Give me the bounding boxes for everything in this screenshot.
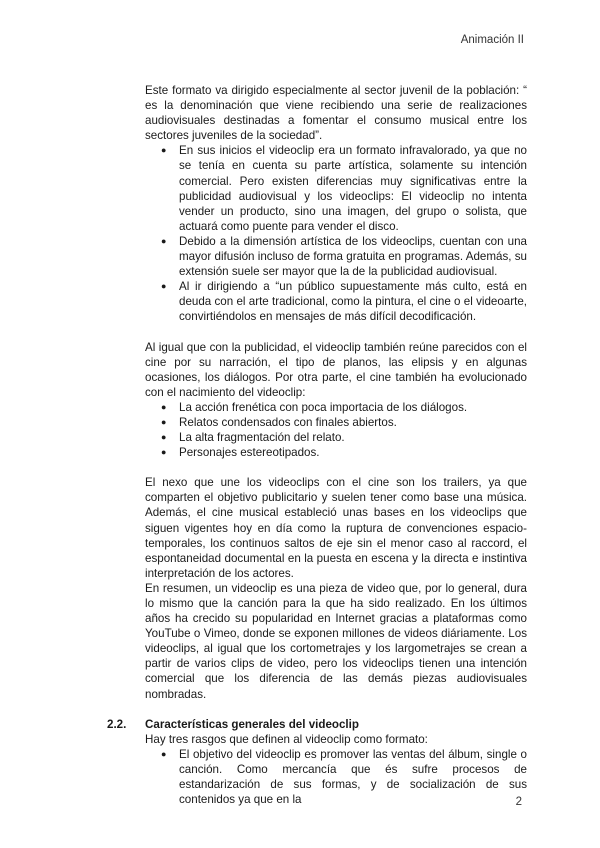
document-body xyxy=(107,83,527,807)
cinema-bullet-list xyxy=(145,400,527,460)
page-number: 2 xyxy=(515,796,522,808)
intro-bullet-list xyxy=(145,143,527,324)
section-bullet-list xyxy=(145,747,527,807)
trailers-paragraph: El nexo que une los videoclips con el cine son los trailers, ya que comparten el objetivo publicitario y suelen tener como base una música. Además, el cine musical estableció unas bases en los videoclips que siguen vigentes hoy en día como la ruptura de convenciones espacio-temporales, los continuos saltos de eje sin el menor caso al raccord, el espontaneidad documental en la puesta en escena y la directa e instintiva interpretación de los actores. xyxy=(145,476,527,580)
section-number: 2.2. xyxy=(107,717,127,731)
cinema-paragraph: Al igual que con la publicidad, el videoclip también reúne parecidos con el cine por su narración, el tipo de planos, las elipsis y en algunas ocasiones, los diálogos. Por otra parte, el cine también ha evolucionado con el nacimiento del videoclip: xyxy=(145,340,527,399)
list-item: ● Relatos condensados con finales abiertos. xyxy=(179,415,527,430)
intro-paragraph: Este formato va dirigido especialmente al sector juvenil de la población: “ es la denominación que viene recibiendo una serie de realizaciones audiovisuales destinadas a fomentar el consumo musical entre los sectores juveniles de la sociedad”. xyxy=(145,84,527,143)
list-item: ● El objetivo del videoclip es promover las ventas del álbum, single o canción. Como mercancía que és sufre procesos de estandarización de sus formas, y de socialización de sus contenidos ya que en la xyxy=(179,747,527,807)
section-heading xyxy=(107,717,527,732)
summary-paragraph: En resumen, un videoclip es una pieza de video que, por lo general, dura lo mismo que la canción para la que ha sido realizado. En los últimos años ha crecido su popularidad en Internet gracias a plataformas como YouTube o Vimeo, donde se exponen millones de videos diáriamente. Los videoclips, al igual que los cortometrajes y los largometrajes se crean a partir de varios clips de video, pero los videoclips tienen una intención comercial que los diferencia de las demás piezas audiovisuales nombradas. xyxy=(145,581,527,701)
list-item: ● Al ir dirigiendo a “un público supuestamente más culto, está en deuda con el arte tradicional, como la pintura, el cine o el videoarte, convirtiéndolos en mensajes de más difícil decodificación. xyxy=(179,279,527,324)
list-item: ● En sus inicios el videoclip era un formato infravalorado, ya que no se tenía en cuenta su parte artística, solamente su intención comercial. Pero existen diferencias muy significativas entre la publicidad audiovisual y los videoclips: El videoclip no intenta vender un producto, sino una imagen, del grupo o solista, que actuará como puente para vender el disco. xyxy=(179,143,527,234)
list-item: ● La alta fragmentación del relato. xyxy=(179,430,527,445)
list-item: ● Debido a la dimensión artística de los videoclips, cuentan con una mayor difusión incluso de forma gratuita en programas. Además, su extensión suele ser mayor que la de la publicidad audiovisual. xyxy=(179,234,527,279)
list-item: ● La acción frenética con poca importacia de los diálogos. xyxy=(179,400,527,415)
section-intro: Hay tres rasgos que definen al videoclip como formato: xyxy=(145,732,428,746)
section-title: Características generales del videoclip xyxy=(145,717,359,731)
list-item: ● Personajes estereotipados. xyxy=(179,445,527,460)
page-header-title: Animación II xyxy=(460,34,524,46)
